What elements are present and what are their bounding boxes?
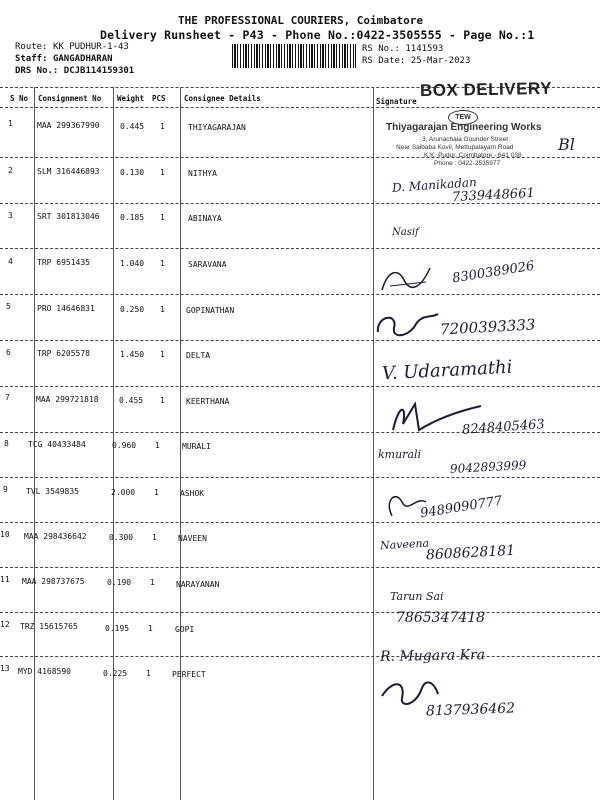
staff-line bbox=[15, 54, 113, 64]
signature-name: V. Udaramathi bbox=[381, 356, 513, 385]
row-weight: 0.130 bbox=[120, 168, 145, 177]
row-consignment: SRT 301813046 bbox=[37, 212, 100, 221]
row-weight: 0.185 bbox=[120, 213, 145, 222]
row-consignee: NITHYA bbox=[188, 169, 217, 178]
row-consignment: PRO 14646831 bbox=[37, 304, 95, 313]
row-rule bbox=[0, 340, 600, 341]
row-pcs: 1 bbox=[160, 305, 165, 314]
row-pcs: 1 bbox=[155, 441, 160, 450]
row-sno: 7 bbox=[5, 393, 10, 402]
row-rule bbox=[0, 248, 600, 249]
row-consignee: NAVEEN bbox=[178, 534, 207, 543]
row-rule bbox=[0, 612, 600, 613]
row-sno: 10 bbox=[0, 530, 10, 539]
row-consignment: MAA 299367990 bbox=[37, 121, 100, 130]
staff-label: Staff: bbox=[15, 54, 48, 64]
row-consignment: TRZ 15615765 bbox=[20, 622, 78, 631]
row-consignment: MAA 299721818 bbox=[36, 395, 99, 404]
row-pcs: 1 bbox=[160, 259, 165, 268]
signature-phone: 8300389026 bbox=[451, 258, 536, 287]
row-pcs: 1 bbox=[154, 488, 159, 497]
drs-label: DRS No.: bbox=[15, 66, 59, 76]
row-weight: 0.250 bbox=[120, 305, 145, 314]
row-weight: 0.455 bbox=[119, 396, 144, 405]
company-title: THE PROFESSIONAL COURIERS, Coimbatore bbox=[178, 14, 424, 27]
row-rule bbox=[0, 294, 600, 295]
row-rule bbox=[0, 203, 600, 204]
row-rule bbox=[0, 522, 600, 523]
signature-name: R. Mugara Kra bbox=[379, 647, 486, 665]
rs-no-label: RS No.: bbox=[362, 44, 400, 54]
rs-no-value: 1141593 bbox=[405, 44, 444, 54]
signature-phone: 8248405463 bbox=[461, 417, 546, 438]
route-line bbox=[15, 42, 129, 52]
rs-date-line bbox=[362, 56, 470, 66]
row-pcs: 1 bbox=[160, 350, 165, 359]
col-header-weight: Weight bbox=[117, 94, 145, 103]
row-weight: 0.445 bbox=[120, 122, 145, 131]
col-header-signature: Signature bbox=[376, 97, 417, 106]
row-consignment: TRP 6951435 bbox=[37, 258, 90, 267]
stamp-address-line: K.K. Pudur, Coimbatore - 641 038 bbox=[424, 152, 522, 159]
row-consignment: TRP 6205578 bbox=[37, 349, 90, 358]
row-weight: 1.040 bbox=[120, 259, 145, 268]
rs-no-line bbox=[362, 44, 443, 54]
signature-name: Tarun Sai bbox=[390, 590, 444, 603]
row-weight: 0.300 bbox=[109, 533, 134, 542]
row-rule bbox=[0, 567, 600, 568]
row-consignment: TCG 40433484 bbox=[28, 440, 86, 449]
row-consignee: NARAYANAN bbox=[176, 580, 220, 589]
row-sno: 8 bbox=[4, 439, 9, 448]
row-consignee: ASHOK bbox=[180, 489, 205, 498]
row-pcs: 1 bbox=[160, 168, 165, 177]
box-delivery-stamp: BOX DELIVERY bbox=[419, 78, 553, 101]
row-pcs: 1 bbox=[148, 624, 153, 633]
staff-value: GANGADHARAN bbox=[52, 54, 113, 64]
row-weight: 0.195 bbox=[105, 624, 130, 633]
row-consignee: DELTA bbox=[186, 351, 211, 360]
row-weight: 2.000 bbox=[111, 488, 136, 497]
signature-phone: 7200393333 bbox=[439, 315, 536, 339]
stamp-address-line: 3, Arunachala Gounder Street bbox=[422, 136, 509, 143]
row-consignee: PERFECT bbox=[172, 670, 206, 679]
row-pcs: 1 bbox=[160, 213, 165, 222]
stamp-logo: TEW bbox=[448, 110, 478, 125]
row-consignment: MYD 4168590 bbox=[18, 667, 71, 676]
row-rule bbox=[0, 656, 600, 657]
stamp-address-line: Near Saibaba Kovil, Mettupalayam Road bbox=[396, 144, 514, 151]
column-divider bbox=[373, 87, 374, 800]
row-sno: 11 bbox=[0, 575, 10, 584]
drs-line bbox=[15, 66, 134, 76]
runsheet-heading: Delivery Runsheet - P43 - Phone No.:0422-3505555 - Page No.:1 bbox=[100, 28, 535, 42]
row-sno: 2 bbox=[8, 166, 13, 175]
stamp-company-name: Thiyagarajan Engineering Works bbox=[386, 122, 542, 133]
row-consignee: GOPINATHAN bbox=[186, 306, 235, 315]
signature-scribble bbox=[378, 260, 438, 296]
drs-value: DCJB114159301 bbox=[63, 66, 135, 76]
signature-phone: 8137936462 bbox=[425, 700, 516, 720]
row-rule bbox=[0, 386, 600, 387]
row-weight: 0.225 bbox=[103, 669, 128, 678]
signature-phone: 9489090777 bbox=[419, 493, 504, 522]
signature-name: Naveena bbox=[379, 536, 430, 553]
row-consignee: MURALI bbox=[182, 442, 211, 451]
signature-phone: 8608628181 bbox=[425, 542, 516, 564]
row-weight: 0.190 bbox=[107, 578, 132, 587]
rs-date-value: 25-Mar-2023 bbox=[410, 56, 471, 66]
col-header-sno: S No bbox=[10, 94, 29, 103]
rs-date-label: RS Date: bbox=[362, 56, 406, 66]
row-consignee: GOPI bbox=[175, 625, 195, 634]
row-pcs: 1 bbox=[146, 669, 151, 678]
signature-phone: 7865347418 bbox=[396, 610, 486, 626]
row-sno: 3 bbox=[8, 211, 13, 220]
stamp-phone-line: Phone : 0422-2535977 bbox=[434, 160, 501, 167]
row-sno: 12 bbox=[0, 620, 10, 629]
col-header-consignment: Consignment No bbox=[38, 94, 102, 103]
row-pcs: 1 bbox=[160, 122, 165, 131]
signature-phone: 7339448661 bbox=[451, 185, 536, 206]
row-pcs: 1 bbox=[152, 533, 157, 542]
route-value: KK PUDHUR-1-43 bbox=[52, 42, 129, 52]
signature-initials: Bl bbox=[558, 135, 575, 154]
row-sno: 5 bbox=[6, 302, 11, 311]
row-consignee: THIYAGARAJAN bbox=[188, 123, 246, 132]
row-sno: 9 bbox=[3, 485, 8, 494]
row-rule bbox=[0, 477, 600, 478]
signature-name: D. Manikadan bbox=[391, 175, 478, 195]
row-consignee: SARAVANA bbox=[188, 260, 227, 269]
signature-scribble bbox=[372, 310, 442, 344]
row-pcs: 1 bbox=[160, 396, 165, 405]
col-header-pcs: PCS bbox=[152, 94, 166, 103]
row-consignment: SLM 316446893 bbox=[37, 167, 100, 176]
col-header-consignee: Consignee Details bbox=[184, 94, 261, 103]
row-consignment: MAA 298436642 bbox=[24, 532, 87, 541]
row-weight: 1.450 bbox=[120, 350, 145, 359]
signature-phone: 9042893999 bbox=[449, 458, 527, 476]
row-rule bbox=[0, 157, 600, 158]
row-sno: 1 bbox=[8, 119, 13, 128]
row-consignment: TVL 3549835 bbox=[26, 487, 79, 496]
column-divider bbox=[180, 87, 181, 800]
row-consignment: MAA 298737675 bbox=[22, 577, 85, 586]
row-sno: 6 bbox=[6, 348, 11, 357]
route-label: Route: bbox=[15, 42, 48, 52]
row-sno: 13 bbox=[0, 664, 10, 673]
row-sno: 4 bbox=[8, 257, 13, 266]
row-consignee: ABINAYA bbox=[188, 214, 222, 223]
table-header-rule bbox=[0, 107, 600, 108]
signature-name: kmurali bbox=[378, 448, 422, 461]
barcode bbox=[232, 44, 356, 68]
row-pcs: 1 bbox=[150, 578, 155, 587]
signature-name: Nasif bbox=[392, 227, 419, 238]
row-weight: 0.960 bbox=[112, 441, 137, 450]
row-consignee: KEERTHANA bbox=[186, 397, 230, 406]
